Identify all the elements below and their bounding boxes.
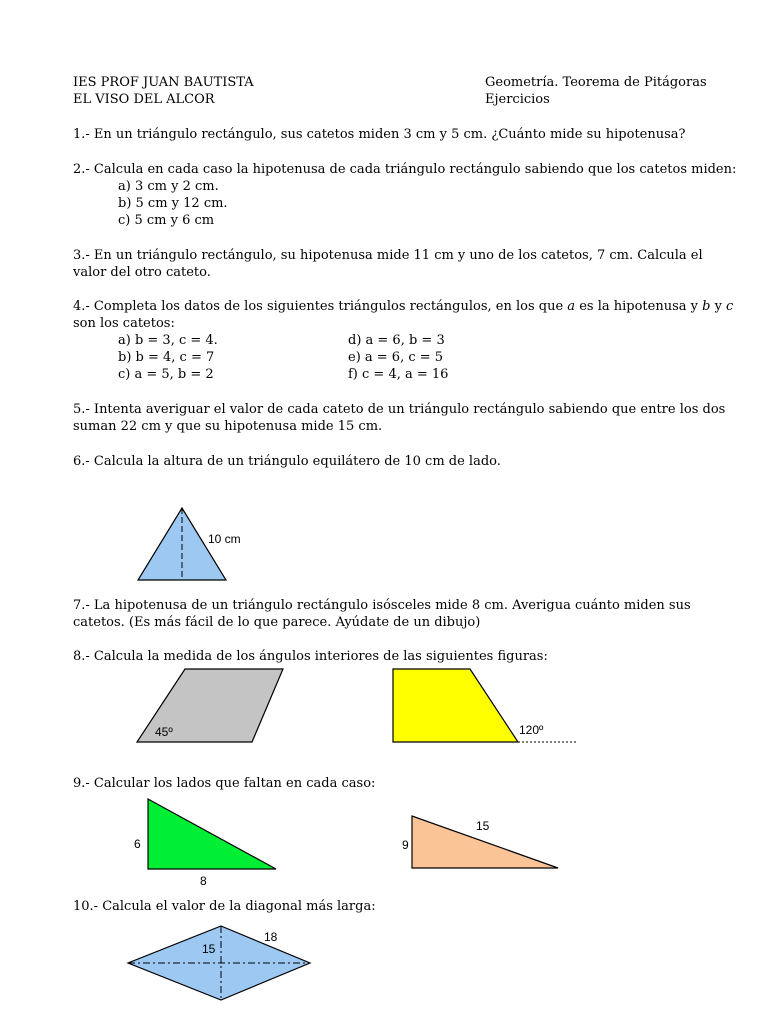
q3	[73, 247, 703, 281]
var-b: b	[702, 299, 711, 314]
cathetus-label: 9	[402, 838, 409, 852]
list-item: a) 3 cm y 2 cm.	[118, 179, 219, 194]
list-item: c) 5 cm y 6 cm	[118, 213, 215, 228]
header-left	[73, 74, 254, 108]
subject-title: Geometría. Teorema de Pitágoras	[485, 75, 707, 90]
trapezoid-figure	[388, 664, 583, 750]
q5-line2: suman 22 cm y que su hipotenusa mide 15 cm.	[73, 419, 383, 434]
list-item: f) c = 4, a = 16	[348, 367, 449, 382]
q5-line1: 5.- Intenta averiguar el valor de cada cateto de un triángulo rectángulo sabiendo que entre los dos	[73, 402, 726, 417]
cathetus-label: 6	[134, 837, 141, 851]
list-item: b) 5 cm y 12 cm.	[118, 196, 228, 211]
q4-left-items	[118, 332, 218, 383]
q9-text: 9.- Calcular los lados que faltan en cada caso:	[73, 776, 376, 791]
var-c: c	[726, 299, 734, 314]
right-trapezoid	[393, 669, 518, 742]
green-triangle-figure	[128, 794, 288, 889]
list-item: d) a = 6, b = 3	[348, 333, 445, 348]
peach-triangle-figure	[398, 812, 563, 872]
list-item: b) b = 4, c = 7	[118, 350, 215, 365]
q4-line1: 4.- Completa los datos de los siguientes triángulos rectángulos, en los que a es la hipotenusa y b y c	[73, 299, 734, 314]
school-name: IES PROF JUAN BAUTISTA	[73, 75, 254, 90]
q2-items	[118, 178, 228, 229]
q3-line2: valor del otro cateto.	[73, 265, 211, 280]
header-right	[485, 74, 707, 108]
side-label: 18	[264, 930, 278, 944]
side-label: 10 cm	[208, 532, 241, 546]
green-right-triangle	[148, 799, 276, 869]
q4-line2: son los catetos:	[73, 316, 175, 331]
half-diagonal-label: 15	[202, 942, 216, 956]
angle-45-label: 45º	[155, 725, 173, 739]
q7-line1: 7.- La hipotenusa de un triángulo rectángulo isósceles mide 8 cm. Averigua cuánto miden sus	[73, 598, 691, 613]
rhombus-figure	[120, 922, 320, 1006]
base-label: 8	[200, 874, 207, 888]
list-item: c) a = 5, b = 2	[118, 367, 214, 382]
q7	[73, 597, 691, 631]
q5	[73, 401, 725, 435]
q6-text: 6.- Calcula la altura de un triángulo equilátero de 10 cm de lado.	[73, 454, 501, 469]
q4	[73, 298, 733, 332]
parallelogram-figure	[130, 664, 290, 750]
q2-text: 2.- Calcula en cada caso la hipotenusa de cada triángulo rectángulo sabiendo que los catetos miden:	[73, 162, 737, 177]
q7-line2: catetos. (Es más fácil de lo que parece. Ayúdate de un dibujo)	[73, 615, 481, 630]
list-item: a) b = 3, c = 4.	[118, 333, 218, 348]
list-item: e) a = 6, c = 5	[348, 350, 444, 365]
angle-120-label: 120º	[519, 723, 544, 737]
var-a: a	[567, 299, 576, 314]
equilateral-triangle-figure	[130, 500, 260, 585]
hypotenuse-label: 15	[476, 819, 490, 833]
worksheet-type: Ejercicios	[485, 92, 550, 107]
q1-text: 1.- En un triángulo rectángulo, sus catetos miden 3 cm y 5 cm. ¿Cuánto mide su hipotenusa?	[73, 127, 686, 142]
q4-right-items	[348, 332, 448, 383]
q3-line1: 3.- En un triángulo rectángulo, su hipotenusa mide 11 cm y uno de los catetos, 7 cm. Calcula el	[73, 248, 703, 263]
school-town: EL VISO DEL ALCOR	[73, 92, 215, 107]
q8-text: 8.- Calcula la medida de los ángulos interiores de las siguientes figuras:	[73, 649, 548, 664]
q10-text: 10.- Calcula el valor de la diagonal más larga:	[73, 899, 376, 914]
